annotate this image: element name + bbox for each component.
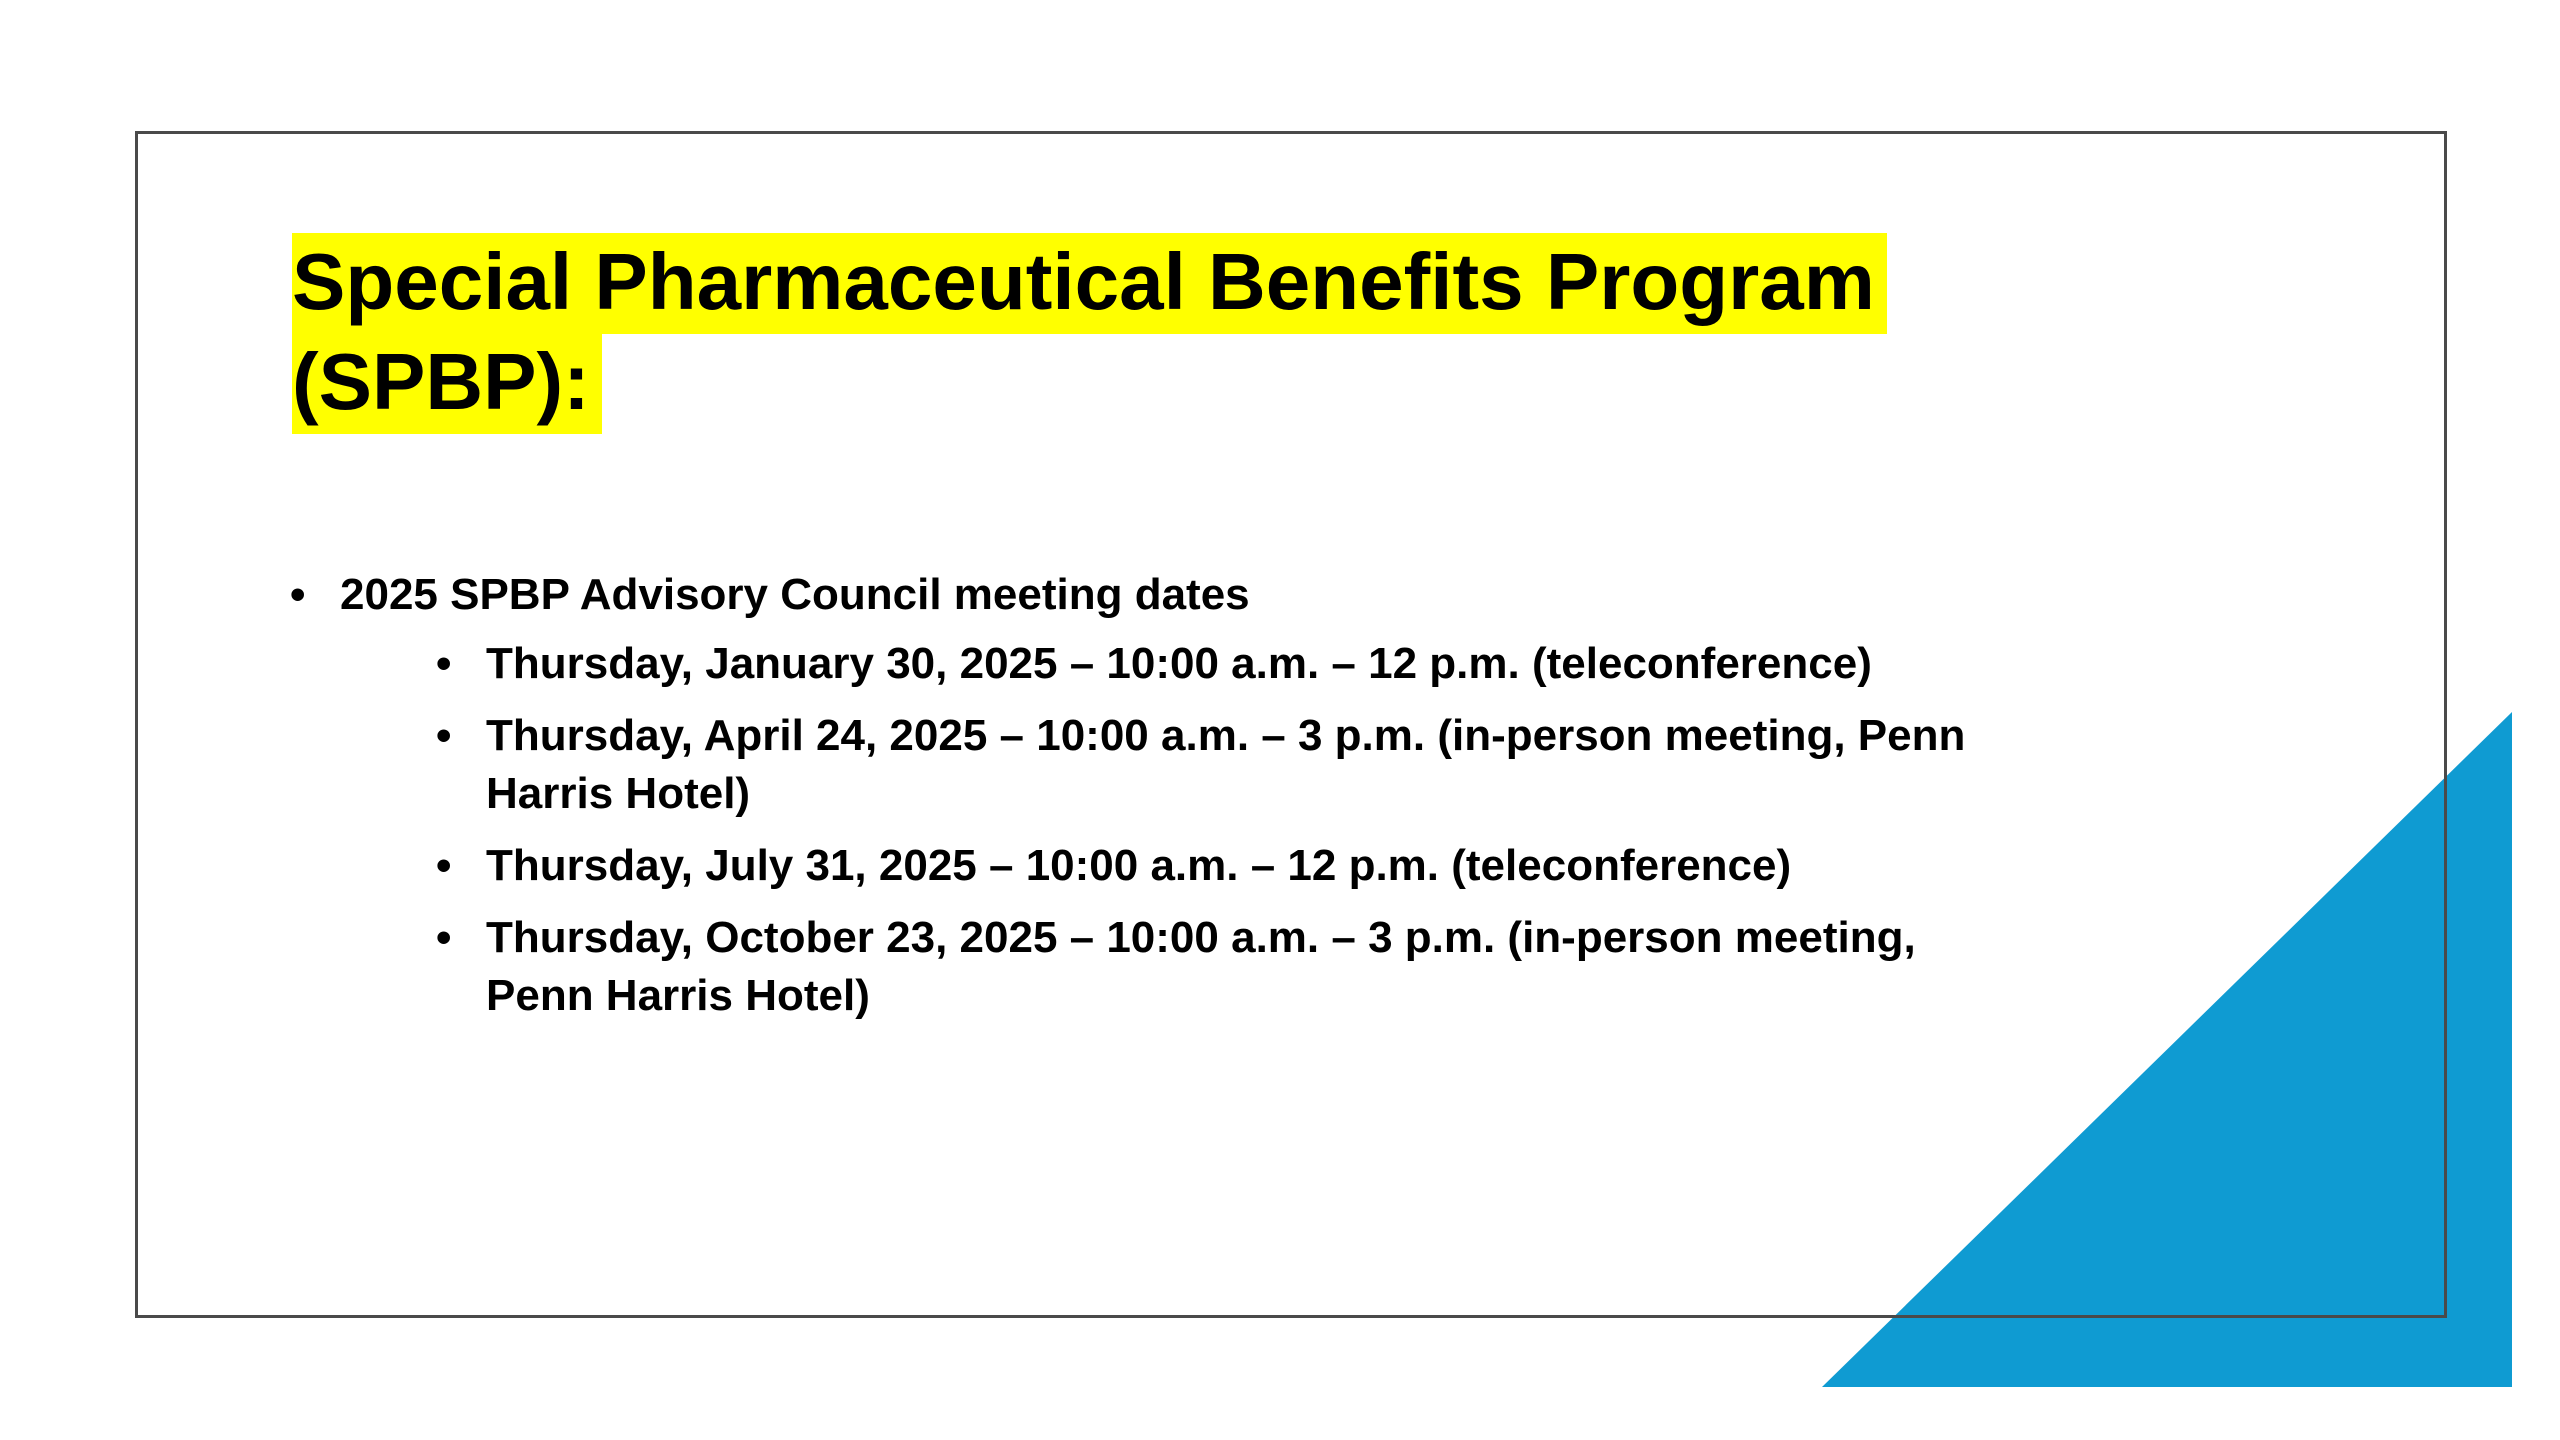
meeting-list xyxy=(340,635,1990,1025)
meeting-item xyxy=(436,909,1990,1025)
meeting-text: Thursday, April 24, 2025 – 10:00 a.m. – 3 p.m. (in-person meeting, Penn Harris Hotel) xyxy=(486,711,1966,818)
meeting-text: Thursday, January 30, 2025 – 10:00 a.m. – 12 p.m. (teleconference) xyxy=(486,639,1872,688)
meeting-item xyxy=(436,635,1990,693)
slide-body xyxy=(290,565,1990,1039)
slide-title xyxy=(292,232,2192,432)
title-line-2: (SPBP): xyxy=(292,333,602,434)
bullet-icon: • xyxy=(290,570,306,619)
main-item-text: 2025 SPBP Advisory Council meeting dates xyxy=(340,570,1250,619)
meeting-item xyxy=(436,837,1990,895)
bullet-icon: • xyxy=(436,639,452,688)
bullet-icon: • xyxy=(436,711,452,760)
bullet-icon: • xyxy=(436,913,452,962)
bullet-list xyxy=(290,565,1990,1025)
meeting-item xyxy=(436,707,1990,823)
bullet-icon: • xyxy=(436,841,452,890)
title-line-1: Special Pharmaceutical Benefits Program xyxy=(292,233,1887,334)
list-item-meeting-dates xyxy=(290,565,1990,1025)
meeting-text: Thursday, October 23, 2025 – 10:00 a.m. – 3 p.m. (in-person meeting, Penn Harris Hotel) xyxy=(486,913,1916,1020)
meeting-text: Thursday, July 31, 2025 – 10:00 a.m. – 12 p.m. (teleconference) xyxy=(486,841,1792,890)
